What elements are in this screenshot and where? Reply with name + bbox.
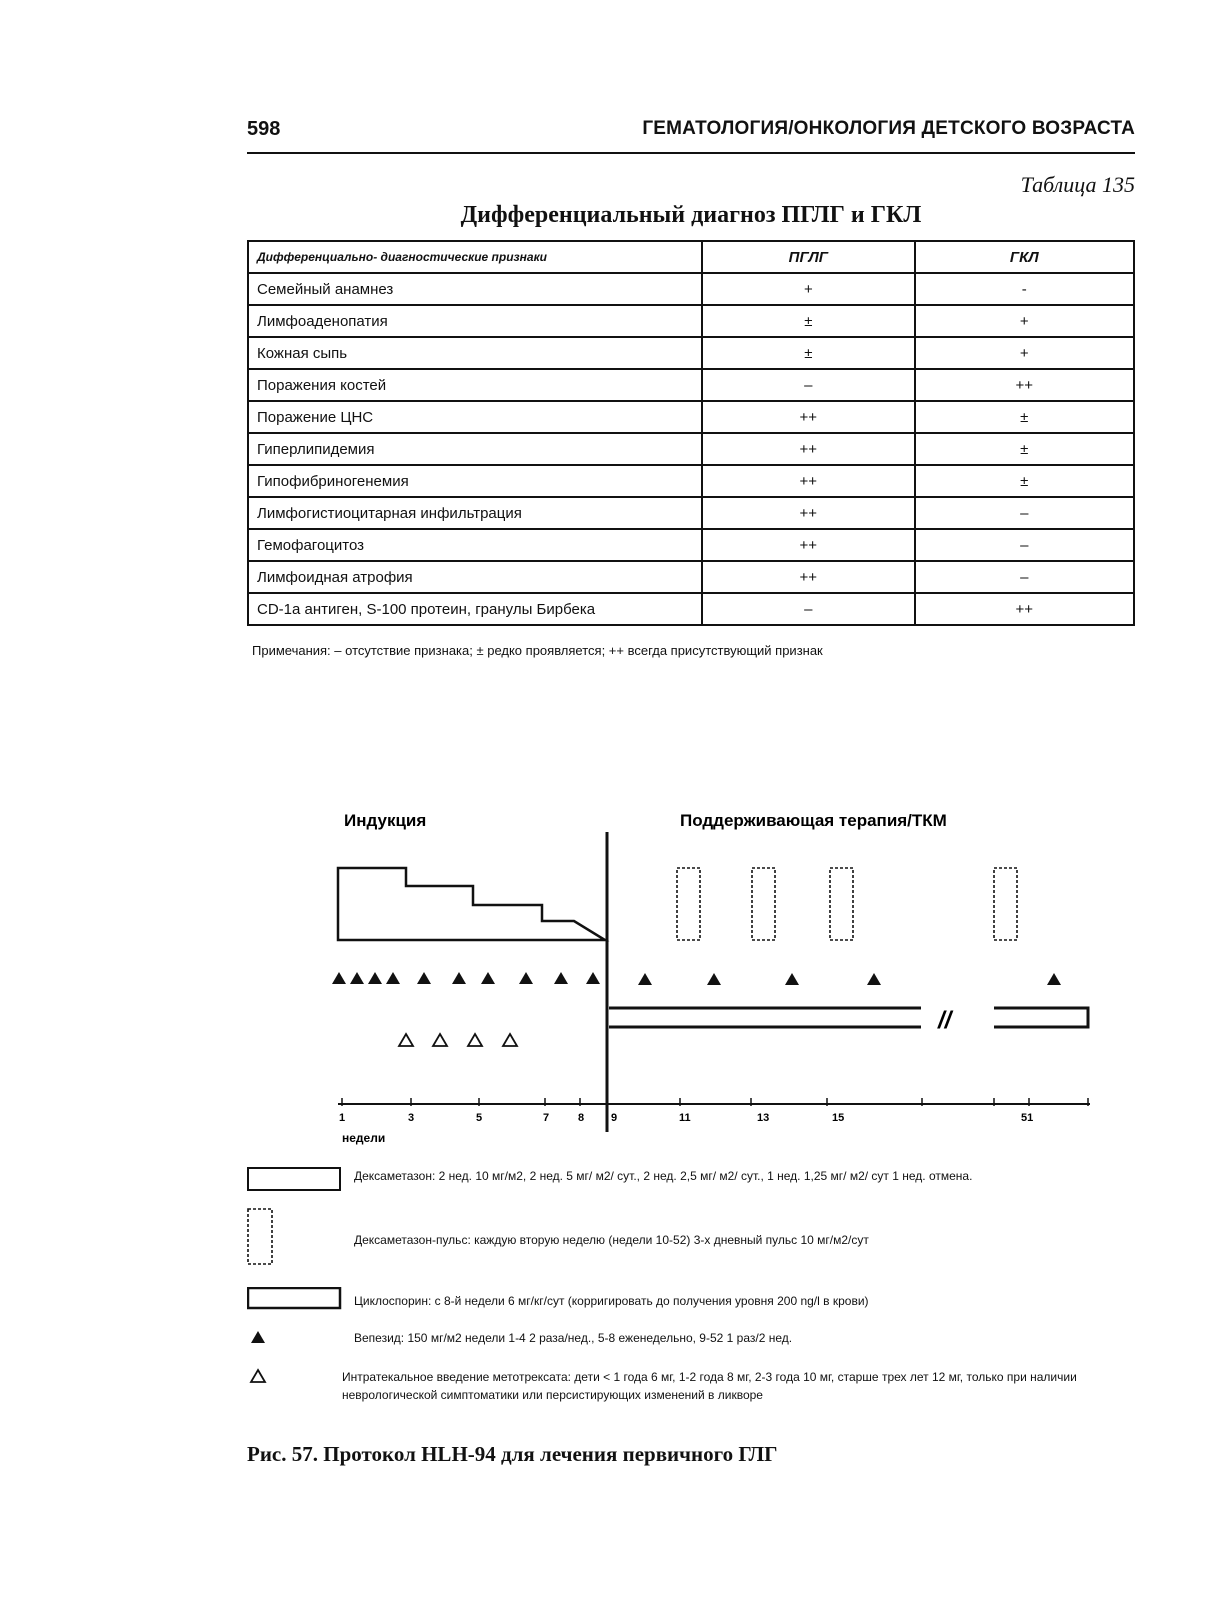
dex-pulse-box: [994, 868, 1017, 940]
cell-pglg: –: [702, 369, 914, 401]
dex-pulse-box: [677, 868, 700, 940]
open-triangle-icon: [399, 1034, 413, 1046]
cell-gkl: –: [915, 529, 1134, 561]
table-header-row: [248, 241, 1134, 273]
table-row: [248, 593, 1134, 625]
row-feature: Лимфоидная атрофия: [248, 561, 702, 593]
filled-triangle-icon: [586, 972, 600, 984]
induction-label: Индукция: [344, 811, 427, 830]
row-feature: Семейный анамнез: [248, 273, 702, 305]
tick-label: 9: [611, 1112, 618, 1124]
table-row: [248, 497, 1134, 529]
cell-gkl: +: [915, 337, 1134, 369]
filled-triangle-icon: [350, 972, 364, 984]
filled-triangle-icon: [386, 972, 400, 984]
filled-triangle-icon: [368, 972, 382, 984]
row-feature: CD-1a антиген, S-100 протеин, гранулы Бирбека: [248, 593, 702, 625]
cell-gkl: –: [915, 561, 1134, 593]
cell-pglg: ++: [702, 465, 914, 497]
filled-triangle-icon: [554, 972, 568, 984]
dexamethasone-taper-block: [338, 868, 605, 940]
page-number: 598: [247, 118, 281, 140]
tick-label: 15: [832, 1112, 845, 1124]
tick-label: 8: [578, 1112, 585, 1124]
cyclosporine-bar: [609, 1008, 1088, 1027]
legend-text: Дексаметазон: 2 нед. 10 мг/м2, 2 нед. 5 мг/ м2/ сут., 2 нед. 2,5 мг/ м2/ сут., 1 нед. 1,25 мг/ м2/ сут 1 нед. отмена.: [354, 1169, 973, 1183]
filled-triangle-icon: [247, 1329, 271, 1347]
cell-pglg: +: [702, 273, 914, 305]
differential-table: [247, 240, 1135, 626]
row-feature: Гемофагоцитоз: [248, 529, 702, 561]
table-title: Дифференциальный диагноз ПГЛГ и ГКЛ: [460, 202, 922, 228]
row-feature: Поражение ЦНС: [248, 401, 702, 433]
filled-triangle-icon: [867, 973, 881, 985]
open-triangle-icon: [247, 1368, 271, 1386]
open-triangle-icon: [433, 1034, 447, 1046]
table-row: [248, 465, 1134, 497]
cell-pglg: ++: [702, 497, 914, 529]
legend-text: Вепезид: 150 мг/м2 недели 1-4 2 раза/нед., 5-8 еженедельно, 9-52 1 раз/2 нед.: [354, 1331, 793, 1345]
figure-caption: Рис. 57. Протокол HLH-94 для лечения первичного ГЛГ: [247, 1442, 778, 1466]
row-feature: Поражения костей: [248, 369, 702, 401]
tick-label: 7: [543, 1112, 550, 1124]
filled-triangle-icon: [707, 973, 721, 985]
cell-pglg: ±: [702, 305, 914, 337]
legend-text: Дексаметазон-пульс: каждую вторую неделю (недели 10-52) 3-х дневный пульс 10 мг/м2/сут: [354, 1233, 869, 1247]
cell-pglg: –: [702, 593, 914, 625]
cell-gkl: -: [915, 273, 1134, 305]
cell-pglg: ±: [702, 337, 914, 369]
table-note: Примечания: – отсутствие признака; ± редко проявляется; ++ всегда присутствующий признак: [252, 643, 823, 658]
cell-gkl: ±: [915, 401, 1134, 433]
cell-pglg: ++: [702, 529, 914, 561]
legend-text: Интратекальное введение метотрексата: дети < 1 года 6 мг, 1-2 года 8 мг, 2-3 года 10 мг, старше трех лет 12 мг, только при наличии неврологической симптоматики или персистирующих изменений в ликворе: [342, 1370, 1077, 1402]
running-header: [247, 116, 1135, 154]
maintenance-label: Поддерживающая терапия/ТКМ: [680, 811, 947, 830]
filled-triangle-icon: [519, 972, 533, 984]
table-row: [248, 561, 1134, 593]
row-feature: Кожная сыпь: [248, 337, 702, 369]
row-feature: Лимфогистиоцитарная инфильтрация: [248, 497, 702, 529]
table-row: [248, 433, 1134, 465]
tick-labels: [339, 1112, 1033, 1124]
column-header: ПГЛГ: [702, 241, 914, 273]
protocol-diagram: [0, 790, 1213, 1160]
filled-triangle-icon: [332, 972, 346, 984]
etoposide-markers: [332, 972, 1061, 985]
cell-pglg: ++: [702, 561, 914, 593]
row-feature: Гипофибриногенемия: [248, 465, 702, 497]
filled-triangle-icon: [452, 972, 466, 984]
table-row: [248, 369, 1134, 401]
table-row: [248, 337, 1134, 369]
running-title: ГЕМАТОЛОГИЯ/ОНКОЛОГИЯ ДЕТСКОГО ВОЗРАСТА: [642, 118, 1135, 139]
cell-gkl: ±: [915, 433, 1134, 465]
open-rectangle-icon: [247, 1167, 343, 1193]
cell-gkl: +: [915, 305, 1134, 337]
dex-pulse-box: [830, 868, 853, 940]
cell-pglg: ++: [702, 433, 914, 465]
column-header: ГКЛ: [915, 241, 1134, 273]
table-row: [248, 305, 1134, 337]
table-row: [248, 529, 1134, 561]
methotrexate-markers: [399, 1034, 517, 1046]
tick-label: 3: [408, 1112, 415, 1124]
table-row: [248, 401, 1134, 433]
tick-label: 1: [339, 1112, 346, 1124]
open-triangle-icon: [503, 1034, 517, 1046]
dotted-rectangle-icon: [247, 1207, 277, 1267]
table-row: [248, 273, 1134, 305]
filled-triangle-icon: [481, 972, 495, 984]
cell-gkl: ++: [915, 369, 1134, 401]
tick-label: 5: [476, 1112, 483, 1124]
cell-pglg: ++: [702, 401, 914, 433]
double-line-bar-icon: [247, 1287, 343, 1313]
table-label: Таблица 135: [1020, 172, 1135, 197]
open-triangle-icon: [468, 1034, 482, 1046]
row-feature: Гиперлипидемия: [248, 433, 702, 465]
tick-label: 11: [679, 1112, 691, 1124]
row-feature: Лимфоаденопатия: [248, 305, 702, 337]
filled-triangle-icon: [785, 973, 799, 985]
tick-label: 51: [1021, 1112, 1034, 1124]
axis-break-mark: //: [938, 1007, 952, 1034]
filled-triangle-icon: [638, 973, 652, 985]
tick-label: 13: [757, 1112, 770, 1124]
dex-pulse-box: [752, 868, 775, 940]
cell-gkl: ±: [915, 465, 1134, 497]
axis-label: недели: [342, 1131, 386, 1145]
column-header: Дифференциально- диагностические признаки: [248, 241, 702, 273]
cell-gkl: –: [915, 497, 1134, 529]
filled-triangle-icon: [1047, 973, 1061, 985]
cell-gkl: ++: [915, 593, 1134, 625]
filled-triangle-icon: [417, 972, 431, 984]
legend-text: Циклоспорин: с 8-й недели 6 мг/кг/сут (корригировать до получения уровня 200 ng/l в крови): [354, 1294, 869, 1308]
